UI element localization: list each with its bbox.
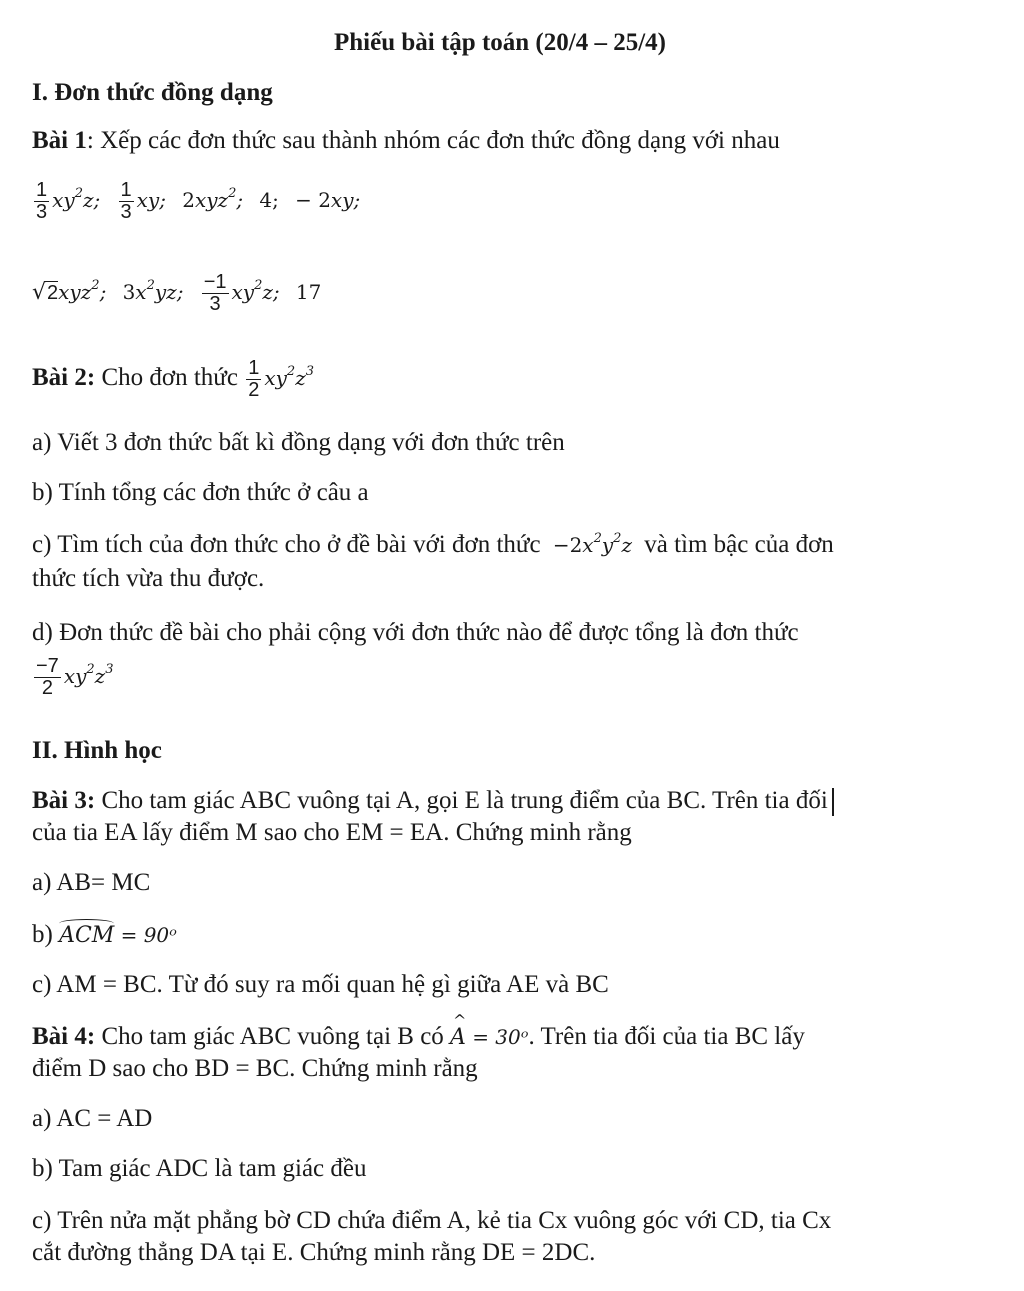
exercise-4-prompt <box>32 1024 805 1049</box>
exercise-1-text: : Xếp các đơn thức sau thành nhóm các đơn thức đồng dạng với nhau <box>86 127 780 154</box>
exercise-1-label: Bài 1 <box>32 127 87 154</box>
exercise-1-prompt <box>32 128 780 153</box>
exercise-2b: b) Tính tổng các đơn thức ở câu a <box>32 479 369 506</box>
exercise-2a: a) Viết 3 đơn thức bất kì đồng dạng với đơn thức trên <box>32 429 565 456</box>
exercise-3c: c) AM = BC. Từ đó suy ra mối quan hệ gì giữa AE và BC <box>32 971 609 998</box>
exercise-4-text-end: . Trên tia đối của tia BC lấy <box>528 1023 805 1050</box>
exercise-2-prompt: Bài 2: Cho đơn thức $\frac{1}{2}$ $xy^2z^3$ <box>32 357 315 401</box>
exercise-4c: c) Trên nửa mặt phẳng bờ CD chứa điểm A, kẻ tia Cx vuông góc với CD, tia Cx <box>32 1207 832 1234</box>
section-heading-geometry: II. Hình học <box>32 737 162 764</box>
exercise-3a: a) AB= MC <box>32 869 151 896</box>
monomial-list-row-2: √2xyz$^2$; $3x^2yz$; $\frac{-1}{3}$ $xy^2z$; 17 <box>32 271 322 315</box>
exercise-2c: c) Tìm tích của đơn thức cho ở đề bài với đơn thức $-2x^2y^2z$ và tìm bậc của đơn <box>32 531 834 558</box>
exercise-2-label: Bài 2: <box>32 364 96 392</box>
exercise-4-label: Bài 4: <box>32 1023 96 1050</box>
angle-acm: ACM <box>59 923 115 948</box>
text-cursor <box>832 788 834 816</box>
exercise-3-prompt <box>32 788 834 816</box>
angle-a: ^ A <box>450 1027 466 1049</box>
exercise-2d-target: $\frac{-7}{2}$ $xy^2z^3$ <box>36 655 114 699</box>
exercise-4-text: Cho tam giác ABC vuông tại B có <box>101 1023 444 1050</box>
exercise-4-prompt-line-2: điểm D sao cho BD = BC. Chứng minh rằng <box>32 1055 478 1082</box>
exercise-4-angle-value: = 30ᵒ <box>472 1025 529 1049</box>
exercise-2c-line-2: thức tích vừa thu được. <box>32 565 265 592</box>
exercise-3-text: Cho tam giác ABC vuông tại A, gọi E là trung điểm của BC. Trên tia đối <box>101 787 828 814</box>
exercise-3b-value: = 90ᵒ <box>120 923 177 947</box>
exercise-4b: b) Tam giác ADC là tam giác đều <box>32 1155 367 1182</box>
exercise-2d: d) Đơn thức đề bài cho phải cộng với đơn thức nào để được tổng là đơn thức <box>32 619 799 646</box>
exercise-3-prompt-line-2: của tia EA lấy điểm M sao cho EM = EA. Chứng minh rằng <box>32 819 632 846</box>
exercise-3-label: Bài 3: <box>32 787 96 814</box>
exercise-4c-line-2: cắt đường thẳng DA tại E. Chứng minh rằng DE = 2DC. <box>32 1239 596 1266</box>
monomial-list-row-1: $\frac{1}{3}$ $xy^2z$; $\frac{1}{3}$ xy; 2xyz$^2$; 4; − 2xy; <box>36 179 361 223</box>
exercise-3b <box>32 922 177 947</box>
page-title: Phiếu bài tập toán (20/4 – 25/4) <box>334 29 666 56</box>
exercise-2-text: Cho đơn thức <box>101 364 238 392</box>
section-heading-monomials: I. Đơn thức đồng dạng <box>32 79 273 106</box>
exercise-2c-text-end: và tìm bậc của đơn <box>644 531 834 558</box>
exercise-2c-text: c) Tìm tích của đơn thức cho ở đề bài với đơn thức <box>32 531 541 558</box>
exercise-3b-prefix: b) <box>32 921 53 948</box>
exercise-4a: a) AC = AD <box>32 1105 153 1132</box>
